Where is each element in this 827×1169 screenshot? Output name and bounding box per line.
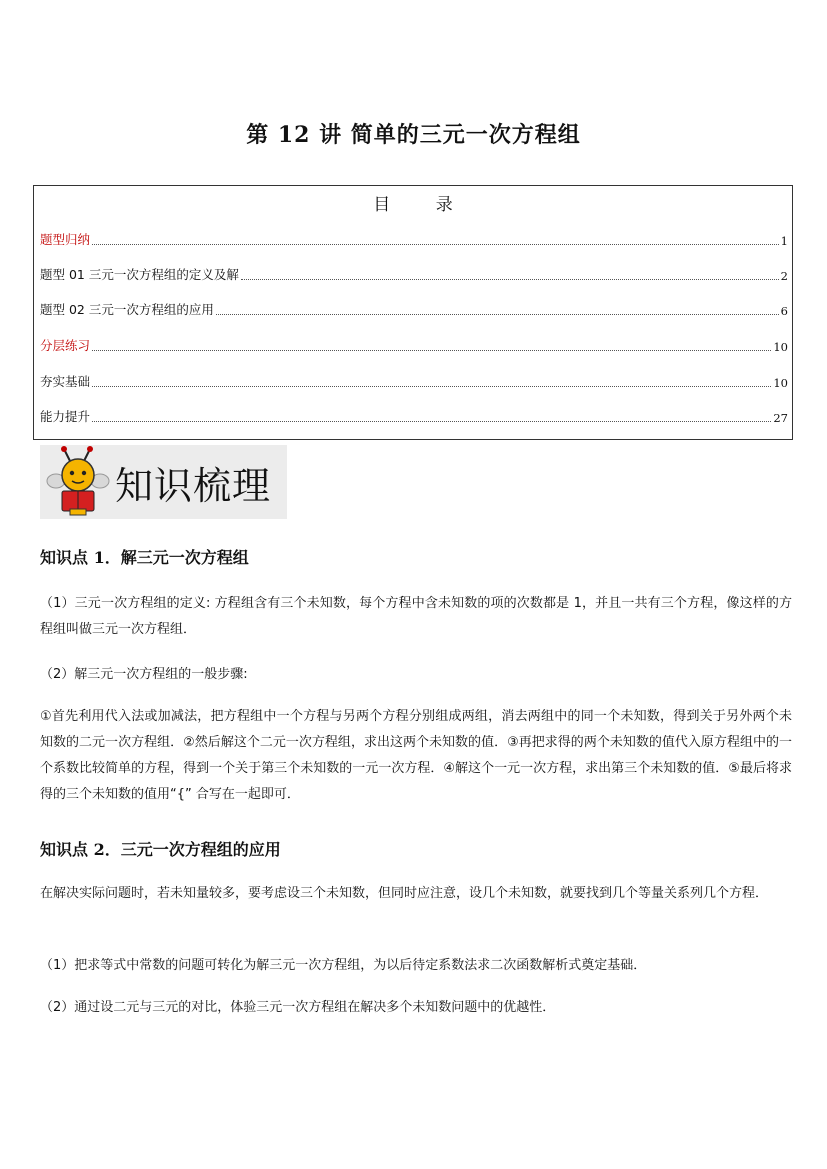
- toc-row-label: 题型归纳: [40, 232, 91, 247]
- toc-row[interactable]: [40, 265, 788, 283]
- bee-reading-icon: [44, 445, 114, 519]
- toc-row-page: 6: [780, 304, 788, 318]
- toc-row-page: 2: [780, 269, 788, 283]
- kp2-paragraph-3: （2）通过设二元与三元的对比，体验三元一次方程组在解决多个未知数问题中的优越性．: [40, 1000, 556, 1015]
- toc-row-page: 1: [780, 234, 788, 248]
- toc-row[interactable]: [40, 336, 788, 354]
- table-of-contents: [33, 185, 793, 440]
- knowledge-point-1-heading: 知识点 1．解三元一次方程组: [40, 548, 249, 567]
- toc-row[interactable]: [40, 407, 788, 425]
- toc-row-page: 10: [773, 340, 788, 354]
- kp2-paragraph-2: （1）把求等式中常数的问题可转化为解三元一次方程组，为以后待定系数法求二次函数解析式奠定基础．: [40, 958, 647, 973]
- banner-title: 知识梳理: [115, 464, 272, 508]
- kp1-paragraph-2: （2）解三元一次方程组的一般步骤:: [40, 667, 248, 682]
- toc-row-label: 分层练习: [40, 338, 91, 353]
- kp1-paragraph-1: （1）三元一次方程组的定义: 方程组含有三个未知数，每个方程中含未知数的项的次数都是 1，并且一共有三个方程，像这样的方程组叫做三元一次方程组．: [40, 596, 792, 637]
- kp1-paragraph-3: ①首先利用代入法或加减法，把方程组中一个方程与另两个方程分别组成两组，消去两组中的同一个未知数，得到关于另外两个未知数的二元一次方程组．②然后解这个二元一次方程组，求出这两个未知数的值．③再把求得的两个未知数的值代入原方程组中的一个系数比较简单的方程，得到一个关于第三个未知数的一元一次方程．④解这个一元一次方程，求出第三个未知数的值．⑤最后将求得的三个未知数的值用“{” 合写在一起即可．: [40, 709, 792, 802]
- toc-row-label: 夯实基础: [40, 374, 91, 389]
- kp2-paragraph-1: 在解决实际问题时，若未知量较多，要考虑设三个未知数，但同时应注意，设几个未知数，就要找到几个等量关系列几个方程．: [40, 886, 769, 901]
- toc-row[interactable]: [40, 230, 788, 248]
- toc-row-label: 能力提升: [40, 409, 91, 424]
- page-title: 第 12 讲 简单的三元一次方程组: [246, 122, 581, 148]
- toc-heading: 目 录: [373, 195, 473, 215]
- toc-row-page: 10: [773, 376, 788, 390]
- toc-row-page: 27: [773, 411, 788, 425]
- toc-row[interactable]: [40, 372, 788, 390]
- toc-row-label: 题型 02 三元一次方程组的应用: [40, 302, 214, 317]
- knowledge-point-2-heading: 知识点 2．三元一次方程组的应用: [40, 840, 281, 859]
- section-banner: [40, 445, 287, 519]
- toc-row[interactable]: [40, 300, 788, 318]
- toc-row-label: 题型 01 三元一次方程组的定义及解: [40, 267, 239, 282]
